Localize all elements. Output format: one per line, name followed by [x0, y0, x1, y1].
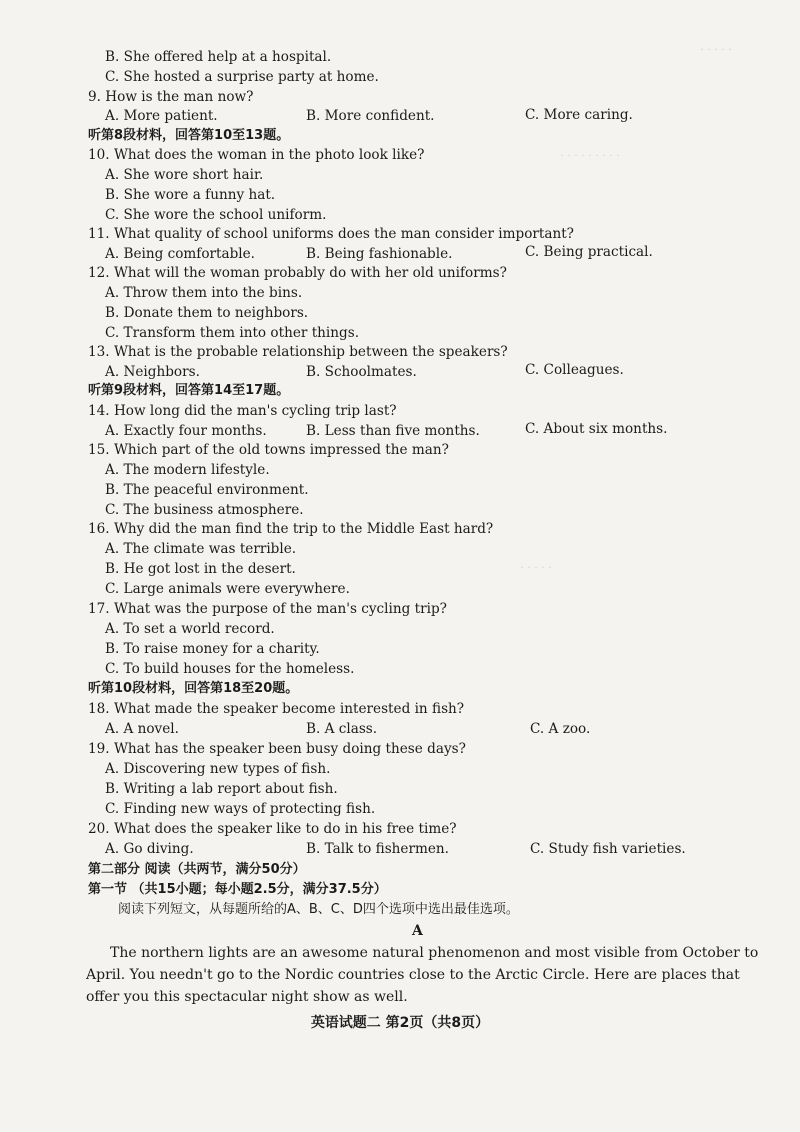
q8-option-b: B. She offered help at a hospital.	[105, 49, 332, 65]
q16-option-b: B. He got lost in the desert.	[105, 561, 296, 577]
q17-option-b: B. To raise money for a charity.	[105, 641, 320, 657]
q13-option-a: A. Neighbors.	[105, 364, 200, 380]
passage-title: A	[412, 923, 423, 939]
q16-option-c: C. Large animals were everywhere.	[105, 581, 350, 597]
q18-stem: 18. What made the speaker become interested in fish?	[88, 701, 465, 717]
bleed-through-text: · · · · ·	[520, 560, 552, 574]
q9-option-c: C. More caring.	[525, 107, 633, 123]
q10-option-b: B. She wore a funny hat.	[105, 187, 276, 203]
q13-option-b: B. Schoolmates.	[306, 364, 417, 380]
q15-option-c: C. The business atmosphere.	[105, 502, 304, 518]
bleed-through-text: · · · · ·	[700, 42, 732, 56]
q11-option-a: A. Being comfortable.	[105, 246, 256, 262]
q14-option-a: A. Exactly four months.	[105, 423, 267, 439]
q11-stem: 11. What quality of school uniforms does the man consider important?	[88, 226, 574, 242]
q11-option-b: B. Being fashionable.	[306, 246, 453, 262]
q13-option-c: C. Colleagues.	[525, 362, 624, 378]
q18-option-a: A. A novel.	[105, 721, 179, 737]
q16-stem: 16. Why did the man find the trip to the Middle East hard?	[88, 521, 494, 537]
q19-option-c: C. Finding new ways of protecting fish.	[105, 801, 376, 817]
q19-stem: 19. What has the speaker been busy doing these days?	[88, 741, 466, 757]
reading-instruction: 阅读下列短文，从每题所给的A、B、C、D四个选项中选出最佳选项。	[118, 902, 519, 917]
q12-option-c: C. Transform them into other things.	[105, 325, 360, 341]
q17-option-a: A. To set a world record.	[105, 621, 275, 637]
q17-option-c: C. To build houses for the homeless.	[105, 661, 355, 677]
q10-option-a: A. She wore short hair.	[105, 167, 264, 183]
q20-stem: 20. What does the speaker like to do in his free time?	[88, 821, 457, 837]
q11-option-c: C. Being practical.	[525, 244, 653, 260]
q12-option-a: A. Throw them into the bins.	[105, 285, 303, 301]
q12-stem: 12. What will the woman probably do with her old uniforms?	[88, 265, 507, 281]
q10-option-c: C. She wore the school uniform.	[105, 207, 327, 223]
q20-option-b: B. Talk to fishermen.	[306, 841, 449, 857]
q9-stem: 9. How is the man now?	[88, 89, 254, 105]
q19-option-b: B. Writing a lab report about fish.	[105, 781, 338, 797]
q20-option-a: A. Go diving.	[105, 841, 194, 857]
q19-option-a: A. Discovering new types of fish.	[105, 761, 331, 777]
bleed-through-text: · · · · · · · · ·	[560, 148, 620, 162]
q16-option-a: A. The climate was terrible.	[105, 541, 297, 557]
q9-option-b: B. More confident.	[306, 108, 435, 124]
q15-option-b: B. The peaceful environment.	[105, 482, 309, 498]
section-10-heading: 听第10段材料，回答第18至20题。	[88, 681, 299, 696]
q10-stem: 10. What does the woman in the photo look like?	[88, 147, 425, 163]
q8-option-c: C. She hosted a surprise party at home.	[105, 69, 379, 85]
q14-stem: 14. How long did the man's cycling trip last?	[88, 403, 397, 419]
q18-option-c: C. A zoo.	[530, 721, 591, 737]
q13-stem: 13. What is the probable relationship between the speakers?	[88, 344, 508, 360]
q15-stem: 15. Which part of the old towns impressed the man?	[88, 442, 449, 458]
q15-option-a: A. The modern lifestyle.	[105, 462, 270, 478]
q18-option-b: B. A class.	[306, 721, 378, 737]
part-2-heading: 第二部分 阅读（共两节，满分50分）	[88, 862, 306, 877]
section-9-heading: 听第9段材料，回答第14至17题。	[88, 383, 290, 398]
section-8-heading: 听第8段材料，回答第10至13题。	[88, 128, 290, 143]
q17-stem: 17. What was the purpose of the man's cycling trip?	[88, 601, 447, 617]
q20-option-c: C. Study fish varieties.	[530, 841, 686, 857]
q14-option-c: C. About six months.	[525, 421, 668, 437]
q14-option-b: B. Less than five months.	[306, 423, 480, 439]
q12-option-b: B. Donate them to neighbors.	[105, 305, 309, 321]
q9-option-a: A. More patient.	[105, 108, 218, 124]
page-footer: 英语试题二 第2页（共8页）	[310, 1015, 490, 1031]
part-2-section-1-heading: 第一节 （共15小题；每小题2.5分，满分37.5分）	[88, 882, 387, 897]
passage-paragraph: The northern lights are an awesome natural phenomenon and most visible from October to April. You needn't go to the Nordic countries close to the Arctic Circle. Here are places that offer you this spectacular night show as well.	[86, 945, 759, 1005]
